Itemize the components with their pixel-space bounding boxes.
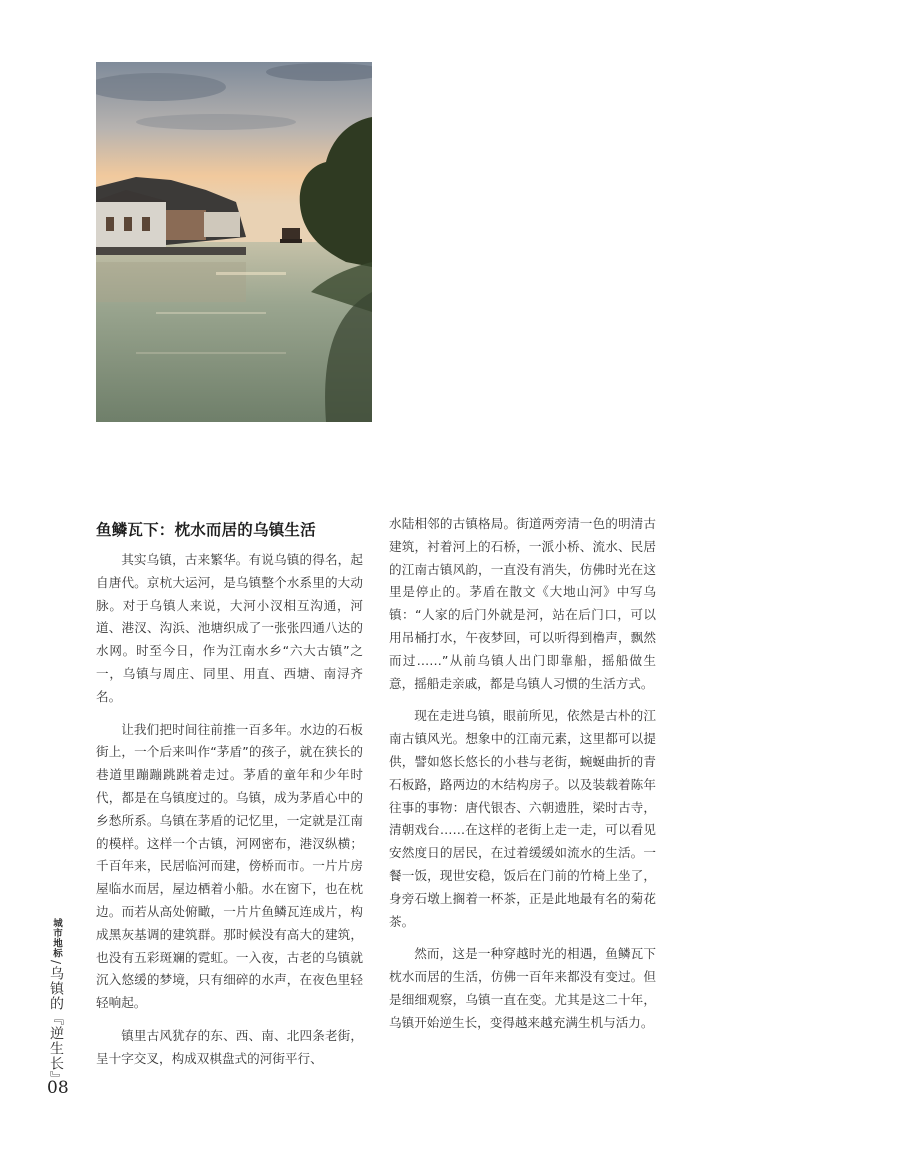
paragraph: 镇里古风犹存的东、西、南、北四条老街，呈十字交叉，构成双棋盘式的河街平行、 — [96, 1027, 363, 1066]
article-left-column — [96, 513, 363, 1081]
paragraph: 让我们把时间往前推一百多年。水边的石板街上，一个后来叫作“茅盾”的孩子，就在狭长的巷道里蹦蹦跳跳着走过。茅盾的童年和少年时代，都是在乌镇度过的。乌镇，成为茅盾心中的乡愁所系。乌镇在茅盾的记忆里，一定就是江南的模样。这样一个古镇，河网密布，港汊纵横；千百年来，民居临河而建，傍桥而市。一片片房屋临水而居，屋边栖着小船。水在窗下，也在枕边。而若从高处俯瞰，一片片鱼鳞瓦连成片，构成黑灰基调的建筑群。那时候没有高大的建筑，也没有五彩斑斓的霓虹。一入夜，古老的乌镇就沉入悠缓的梦境，只有细碎的水声，在夜色里轻轻响起。 — [96, 721, 363, 1011]
article-right-column — [389, 513, 656, 1045]
canal-town-photo-icon — [96, 62, 372, 422]
paragraph: 水陆相邻的古镇格局。街道两旁清一色的明清古建筑，衬着河上的石桥，一派小桥、流水、民居的江南古镇风韵，一直没有消失，仿佛时光在这里是停止的。茅盾在散文《大地山河》中写乌镇：“人家的后门外就是河，站在后门口，可以用吊桶打水，午夜梦回，可以听得到橹声，飘然而过……”从前乌镇人出门即靠船，摇船做生意，摇船走亲戚，都是乌镇人习惯的生活方式。 — [389, 516, 656, 691]
section-separator: / — [49, 960, 63, 965]
canal-town-photo — [96, 62, 372, 422]
section-side-label — [46, 918, 66, 1086]
section-title: 乌镇的『逆生长』 — [48, 966, 64, 1087]
article-heading: 鱼鳞瓦下：枕水而居的乌镇生活 — [96, 520, 316, 539]
section-name: 城市地标 — [51, 918, 62, 958]
paragraph: 其实乌镇，古来繁华。有说乌镇的得名，起自唐代。京杭大运河，是乌镇整个水系里的大动脉。对于乌镇人来说，大河小汊相互沟通，河道、港汊、沟浜、池塘织成了一张张四通八达的水网。时至今日，作为江南水乡“六大古镇”之一，乌镇与周庄、同里、用直、西塘、南浔齐名。 — [96, 552, 363, 704]
paragraph: 现在走进乌镇，眼前所见，依然是古朴的江南古镇风光。想象中的江南元素，这里都可以提供，譬如悠长悠长的小巷与老街，蜿蜒曲折的青石板路，路两边的木结构房子。以及装载着陈年往事的事物：唐代银杏、六朝遗胜，梁时古寺，清朝戏台……在这样的老街上走一走，可以看见安然度日的居民，在过着缓缓如流水的生活。一餐一饭，现世安稳，饭后在门前的竹椅上坐了，身旁石墩上搁着一杯茶，正是此地最有名的菊花茶。 — [389, 708, 656, 929]
paragraph: 然而，这是一种穿越时光的相遇，鱼鳞瓦下枕水而居的生活，仿佛一百年来都没有变过。但是细细观察，乌镇一直在变。尤其是这二十年，乌镇开始逆生长，变得越来越充满生机与活力。 — [389, 946, 656, 1030]
page-number: 08 — [47, 1078, 69, 1098]
